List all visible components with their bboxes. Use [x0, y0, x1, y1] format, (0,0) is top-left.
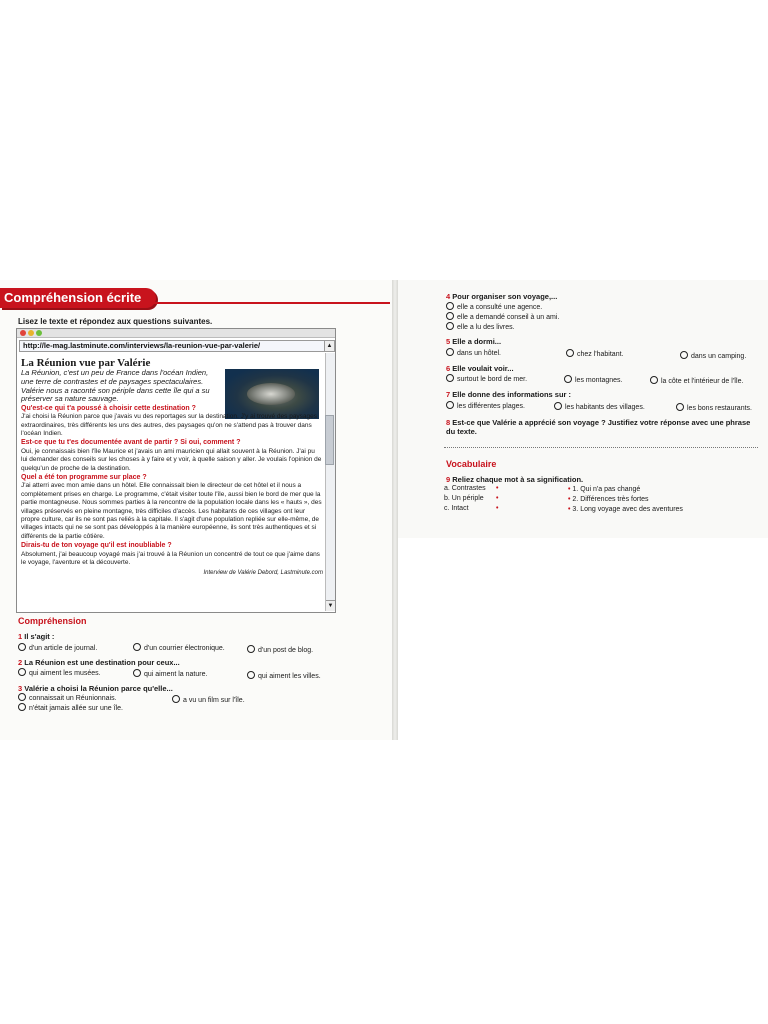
scrollbar — [325, 353, 335, 611]
vocab-definition[interactable]: • 2. Différences très fortes — [568, 496, 649, 503]
radio-circle-icon[interactable] — [680, 351, 688, 359]
question-number: 8 — [446, 418, 451, 427]
option[interactable]: qui aiment les musées. — [18, 668, 101, 677]
article-content — [21, 355, 323, 577]
interview-question-3: Quel a été ton programme sur place ? — [21, 474, 147, 482]
scroll-up-icon: ▲ — [324, 340, 335, 352]
question-5 — [446, 337, 501, 346]
browser-window — [16, 328, 336, 613]
interview-question-1: Qu'est-ce qui t'a poussé à choisir cette destination ? — [21, 404, 196, 412]
question-4 — [446, 292, 557, 301]
question-9 — [446, 475, 583, 484]
question-6 — [446, 364, 514, 373]
scroll-thumb — [325, 415, 334, 465]
question-8 — [446, 418, 756, 436]
vocabulaire-heading: Vocabulaire — [446, 459, 497, 469]
option[interactable]: les différentes plages. — [446, 401, 525, 410]
radio-circle-icon[interactable] — [18, 703, 26, 711]
radio-circle-icon[interactable] — [133, 643, 141, 651]
radio-circle-icon[interactable] — [564, 375, 572, 383]
option[interactable]: d'un article de journal. — [18, 643, 97, 652]
radio-circle-icon[interactable] — [247, 671, 255, 679]
article-title: La Réunion vue par Valérie — [21, 357, 151, 369]
question-text: Pour organiser son voyage,... — [452, 292, 558, 301]
article-credit: Interview de Valérie Debord, Lastminute.com — [203, 569, 323, 576]
question-number: 5 — [446, 337, 451, 346]
question-number: 2 — [18, 658, 23, 667]
radio-circle-icon[interactable] — [18, 693, 26, 701]
option[interactable]: qui aiment la nature. — [133, 669, 207, 678]
link-dot-icon: • — [568, 496, 573, 503]
option[interactable]: a vu un film sur l'île. — [172, 695, 245, 704]
option[interactable]: la côte et l'intérieur de l'île. — [650, 376, 743, 385]
radio-circle-icon[interactable] — [446, 374, 454, 382]
close-dot-icon — [20, 330, 26, 336]
radio-circle-icon[interactable] — [18, 643, 26, 651]
interview-question-2: Est-ce que tu t'es documentée avant de partir ? Si oui, comment ? — [21, 439, 241, 447]
vocab-word[interactable]: a. Contrastes — [444, 485, 486, 492]
question-number: 3 — [18, 684, 23, 693]
comprehension-heading: Compréhension — [18, 616, 87, 626]
article-intro: La Réunion, c'est un peu de France dans l'océan Indien, une terre de contrastes et de paysages spectaculaires. Valérie nous a raconté son périple dans cette île qui a su préserver sa nature sauvage. — [21, 368, 210, 404]
option[interactable]: dans un camping. — [680, 351, 746, 360]
question-text: Est-ce que Valérie a apprécié son voyage ? Justifiez votre réponse avec une phrase du texte. — [446, 418, 751, 436]
answer-line[interactable] — [444, 447, 758, 448]
question-number: 1 — [18, 632, 23, 641]
question-number: 6 — [446, 364, 451, 373]
question-number: 9 — [446, 475, 451, 484]
radio-circle-icon[interactable] — [446, 302, 454, 310]
question-text: La Réunion est une destination pour ceux... — [24, 658, 180, 667]
question-text: Elle donne des informations sur : — [452, 390, 572, 399]
maximize-dot-icon — [36, 330, 42, 336]
option[interactable]: connaissait un Réunionnais. — [18, 693, 117, 702]
option[interactable]: surtout le bord de mer. — [446, 374, 527, 383]
radio-circle-icon[interactable] — [172, 695, 180, 703]
interview-answer-2: Oui, je connaissais bien l'île Maurice et j'avais un ami mauricien qui allait souvent à la Réunion. J'ai pu lui demander des conseils sur les choses à y faire et y voir, à quelle saison y aller. Je voulais l'opinion de quelqu'un de proche de la destination. — [21, 447, 322, 472]
question-3 — [18, 684, 173, 693]
vocab-word[interactable]: b. Un périple — [444, 495, 484, 502]
radio-circle-icon[interactable] — [650, 376, 658, 384]
option[interactable]: elle a consulté une agence. — [446, 302, 542, 311]
interview-answer-4: Absolument, j'ai beaucoup voyagé mais j'ai trouvé à la Réunion un concentré de tout ce que j'aime dans le voyage, l'aventure et la découverte. — [21, 550, 320, 567]
option[interactable]: d'un post de blog. — [247, 645, 313, 654]
option[interactable]: les habitants des villages. — [554, 402, 645, 411]
link-dot-icon: • — [568, 486, 573, 493]
link-dot-icon: • — [568, 506, 573, 513]
option[interactable]: d'un courrier électronique. — [133, 643, 225, 652]
interview-answer-3: J'ai atterri avec mon amie dans un hôtel. Elle connaissait bien le directeur de cet hôtel et il nous a complètement prises en charge. Le programme, c'était visiter toute l'île, aussi bien le bord de mer que la partie montagneuse. Nous sommes parties à la rencontre de la population locale dans les « hauts », des villages préservés en pleine montagne, très difficiles d'accès. Les habitants de ces villages ont leur propre culture, car ils ne sont pas reliés à la capitale. Il s'agit d'une population repliée sur elle-même, de villages intacts qui ne se sont pas développés à la manière européenne, ils sont très authentiques et si différents de la partie côtière. — [21, 482, 322, 540]
radio-circle-icon[interactable] — [446, 348, 454, 356]
radio-circle-icon[interactable] — [676, 403, 684, 411]
option[interactable]: dans un hôtel. — [446, 348, 501, 357]
browser-titlebar — [17, 329, 335, 338]
interview-question-4: Dirais-tu de ton voyage qu'il est inoubliable ? — [21, 542, 172, 550]
radio-circle-icon[interactable] — [446, 322, 454, 330]
option[interactable]: les bons restaurants. — [676, 403, 752, 412]
question-text: Elle voulait voir... — [452, 364, 514, 373]
section-title: Compréhension écrite — [0, 288, 156, 308]
question-number: 7 — [446, 390, 451, 399]
question-1 — [18, 632, 54, 641]
radio-circle-icon[interactable] — [446, 401, 454, 409]
option[interactable]: les montagnes. — [564, 375, 622, 384]
radio-circle-icon[interactable] — [554, 402, 562, 410]
question-text: Reliez chaque mot à sa signification. — [452, 475, 584, 484]
radio-circle-icon[interactable] — [133, 669, 141, 677]
radio-circle-icon[interactable] — [446, 312, 454, 320]
option[interactable]: n'était jamais allée sur une île. — [18, 703, 123, 712]
question-2 — [18, 658, 180, 667]
question-text: Elle a dormi... — [452, 337, 502, 346]
radio-circle-icon[interactable] — [566, 349, 574, 357]
link-dot-icon[interactable]: • — [496, 505, 499, 512]
question-7 — [446, 390, 571, 399]
question-number: 4 — [446, 292, 451, 301]
radio-circle-icon[interactable] — [247, 645, 255, 653]
vocab-definition[interactable]: • 1. Qui n'a pas changé — [568, 486, 641, 493]
option[interactable]: chez l'habitant. — [566, 349, 623, 358]
vocab-definition[interactable]: • 3. Long voyage avec des aventures — [568, 506, 683, 513]
url-bar: http://le-mag.lastminute.com/interviews/la-reunion-vue-par-valerie/ — [19, 340, 330, 352]
option[interactable]: elle a demandé conseil à un ami. — [446, 312, 559, 321]
link-dot-icon[interactable]: • — [496, 495, 499, 502]
question-text: Valérie a choisi la Réunion parce qu'elle... — [24, 684, 173, 693]
instruction: Lisez le texte et répondez aux questions suivantes. — [18, 317, 213, 326]
minimize-dot-icon — [28, 330, 34, 336]
option[interactable]: elle a lu des livres. — [446, 322, 515, 331]
vocab-word[interactable]: c. Intact — [444, 505, 469, 512]
section-title-rule — [150, 302, 390, 304]
scroll-down-icon: ▼ — [326, 600, 335, 611]
interview-answer-1: J'ai choisi la Réunion parce que j'avais vu des reportages sur la destination. J'y ai trouvé des paysages extraordinaires, très différents les uns des autres, des paysages qu'on ne s'attend pas à trouver dans l'océan Indien. — [21, 413, 318, 437]
radio-circle-icon[interactable] — [18, 668, 26, 676]
option[interactable]: qui aiment les villes. — [247, 671, 321, 680]
link-dot-icon[interactable]: • — [496, 485, 499, 492]
question-text: Il s'agit : — [24, 632, 55, 641]
